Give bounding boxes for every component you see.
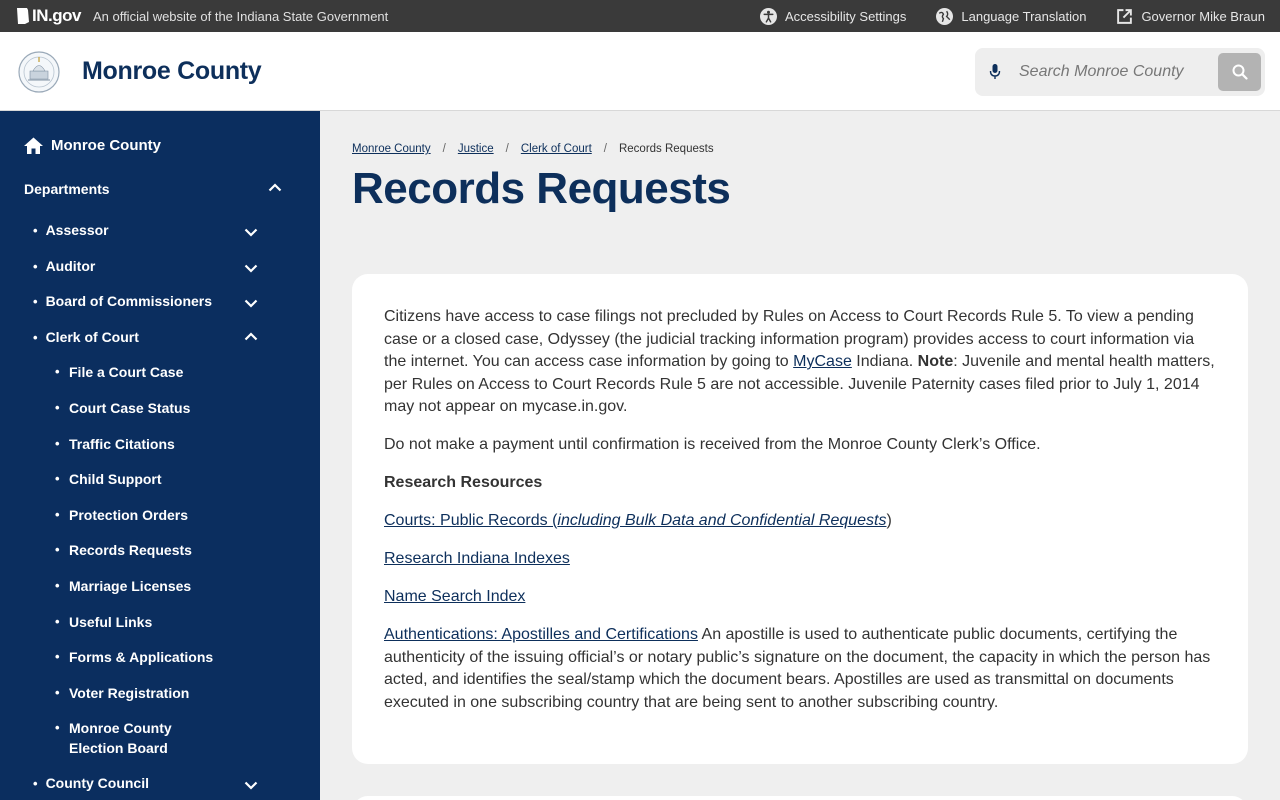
sidebar-subitem-label: Marriage Licenses — [69, 578, 192, 594]
sidebar-subitem-child-support[interactable]: • Child Support — [55, 471, 162, 487]
sidebar-nav — [0, 111, 320, 800]
accessibility-settings-link[interactable] — [760, 8, 906, 25]
authentications-text: An apostille is used to authenticate public documents, certifying the authenticity of the issuing official’s or notary public’s signature on the document, the capacity in which the person has acted, and identifies the seal/stamp which the document bears. Apostilles are used as transmittal on documents executed in one subscribing country that are being sent to another subscribing country. — [384, 626, 1211, 711]
sidebar-subitem-protection-orders[interactable]: • Protection Orders — [55, 507, 189, 523]
access-text: Indiana. — [851, 353, 918, 370]
sidebar-subitem-label: Protection Orders — [69, 507, 189, 523]
microphone-icon[interactable] — [989, 63, 1001, 81]
breadcrumb-link-clerk-of-court[interactable]: Clerk of Court — [520, 143, 592, 155]
home-icon — [24, 137, 43, 154]
authentications-link[interactable]: Authentications: Apostilles and Certifications — [384, 626, 698, 643]
access-paragraph — [384, 306, 1220, 419]
sidebar-subitem-records-requests[interactable]: • Records Requests — [55, 542, 192, 558]
sidebar-subitem-label: Traffic Citations — [69, 436, 175, 452]
indiana-state-icon — [16, 7, 30, 25]
name-search-index-link[interactable]: Name Search Index — [384, 588, 526, 605]
breadcrumb — [352, 143, 714, 155]
link-text: Courts: Public Records ( — [384, 512, 558, 529]
sidebar-home-label: Monroe County — [51, 137, 161, 154]
breadcrumb-separator: / — [505, 143, 509, 155]
accessibility-icon — [760, 8, 777, 25]
courts-public-records-link[interactable] — [384, 512, 886, 529]
sidebar-item-county-council[interactable]: • County Council — [33, 775, 149, 791]
page-title: Records Requests — [352, 164, 731, 213]
link-text: ) — [886, 512, 892, 529]
sidebar-item-assessor[interactable]: • Assessor — [33, 222, 109, 238]
sidebar-subitem-label: Voter Registration — [69, 685, 190, 701]
mycase-link[interactable]: MyCase — [793, 353, 852, 370]
language-translation-label: Language Translation — [961, 8, 1087, 24]
search-input[interactable] — [1019, 60, 1193, 84]
sidebar-home-link[interactable] — [24, 137, 161, 154]
research-resources-heading: Research Resources — [384, 474, 543, 491]
sidebar-subitem-court-case-status[interactable]: • Court Case Status — [55, 400, 191, 416]
sidebar-subitem-file-a-court-case[interactable]: • File a Court Case — [55, 364, 184, 380]
globe-icon — [936, 8, 953, 25]
sidebar-subitem-election-board[interactable]: • Monroe County Election Board — [55, 718, 205, 758]
sidebar-item-auditor[interactable]: • Auditor — [33, 258, 95, 274]
external-link-icon — [1116, 8, 1133, 25]
chevron-down-icon[interactable] — [244, 299, 258, 308]
official-website-text: An official website of the Indiana State Government — [92, 8, 389, 24]
sidebar-subitem-marriage-licenses[interactable]: • Marriage Licenses — [55, 578, 192, 594]
link-paragraph — [384, 548, 1220, 571]
site-name[interactable]: Monroe County — [82, 57, 262, 85]
sidebar-subitem-label: File a Court Case — [69, 364, 184, 380]
breadcrumb-separator: / — [442, 143, 446, 155]
breadcrumb-link-monroe-county[interactable]: Monroe County — [352, 143, 431, 155]
search-bar — [975, 48, 1265, 96]
access-text: Citizens have access to case filings not precluded by Rules on Access to Court Records Rule 5. To view a pending case or a closed case, Odyssey (the judicial tracking information program) provides access to court information via the internet. You can access case information by going to — [384, 308, 1195, 370]
state-banner — [0, 0, 1280, 32]
sidebar-subitem-label: Useful Links — [69, 614, 153, 630]
sidebar-subitem-traffic-citations[interactable]: • Traffic Citations — [55, 436, 175, 452]
chevron-down-icon[interactable] — [244, 781, 258, 790]
authentications-paragraph — [384, 624, 1220, 714]
next-content-card — [352, 796, 1248, 800]
breadcrumb-link-justice[interactable]: Justice — [457, 143, 494, 155]
sidebar-subitem-label: Child Support — [69, 471, 162, 487]
chevron-down-icon[interactable] — [244, 228, 258, 237]
sidebar-departments[interactable]: Departments — [24, 181, 110, 197]
ingov-brand[interactable] — [16, 6, 388, 26]
sidebar-subitem-label: Court Case Status — [69, 400, 191, 416]
research-indiana-indexes-link[interactable]: Research Indiana Indexes — [384, 550, 570, 567]
ingov-logo[interactable] — [16, 6, 81, 26]
link-paragraph — [384, 510, 1220, 533]
sidebar-item-board-of-commissioners[interactable]: • Board of Commissioners — [33, 293, 212, 309]
sidebar-subitem-voter-registration[interactable]: • Voter Registration — [55, 685, 190, 701]
sidebar-subitem-label: Forms & Applications — [69, 649, 214, 665]
site-header — [0, 32, 1280, 111]
chevron-down-icon[interactable] — [244, 264, 258, 273]
link-text: including Bulk Data and Confidential Requests — [557, 512, 887, 529]
sidebar-subitem-forms-applications[interactable]: • Forms & Applications — [55, 649, 214, 665]
sidebar-subitem-label: Monroe County Election Board — [69, 720, 172, 756]
ingov-logo-text: IN.gov — [32, 6, 81, 25]
governor-link[interactable] — [1116, 8, 1265, 25]
sidebar-item-clerk-of-court[interactable]: • Clerk of Court — [33, 329, 139, 345]
breadcrumb-current: Records Requests — [618, 143, 714, 155]
breadcrumb-separator: / — [603, 143, 607, 155]
language-translation-link[interactable] — [936, 8, 1086, 25]
payment-paragraph: Do not make a payment until confirmation is received from the Monroe County Clerk’s Office. — [384, 436, 1041, 453]
search-icon — [1232, 64, 1248, 80]
content-card — [352, 274, 1248, 764]
county-seal-icon[interactable] — [16, 51, 62, 93]
sidebar-subitem-label: Records Requests — [69, 542, 192, 558]
governor-label: Governor Mike Braun — [1141, 8, 1265, 24]
accessibility-settings-label: Accessibility Settings — [785, 8, 907, 24]
chevron-up-icon[interactable] — [268, 183, 282, 192]
link-paragraph — [384, 586, 1220, 609]
chevron-up-icon[interactable] — [244, 332, 258, 341]
access-text: : Juvenile and mental health matters, per Rules on Access to Court Records Rule 5 are not accessible. Juvenile Paternity cases filed prior to July 1, 2014 may not appear on mycase.in.gov. — [384, 353, 1215, 415]
note-label: Note — [917, 353, 954, 370]
sidebar-subitem-useful-links[interactable]: • Useful Links — [55, 614, 153, 630]
search-button[interactable] — [1218, 53, 1261, 91]
